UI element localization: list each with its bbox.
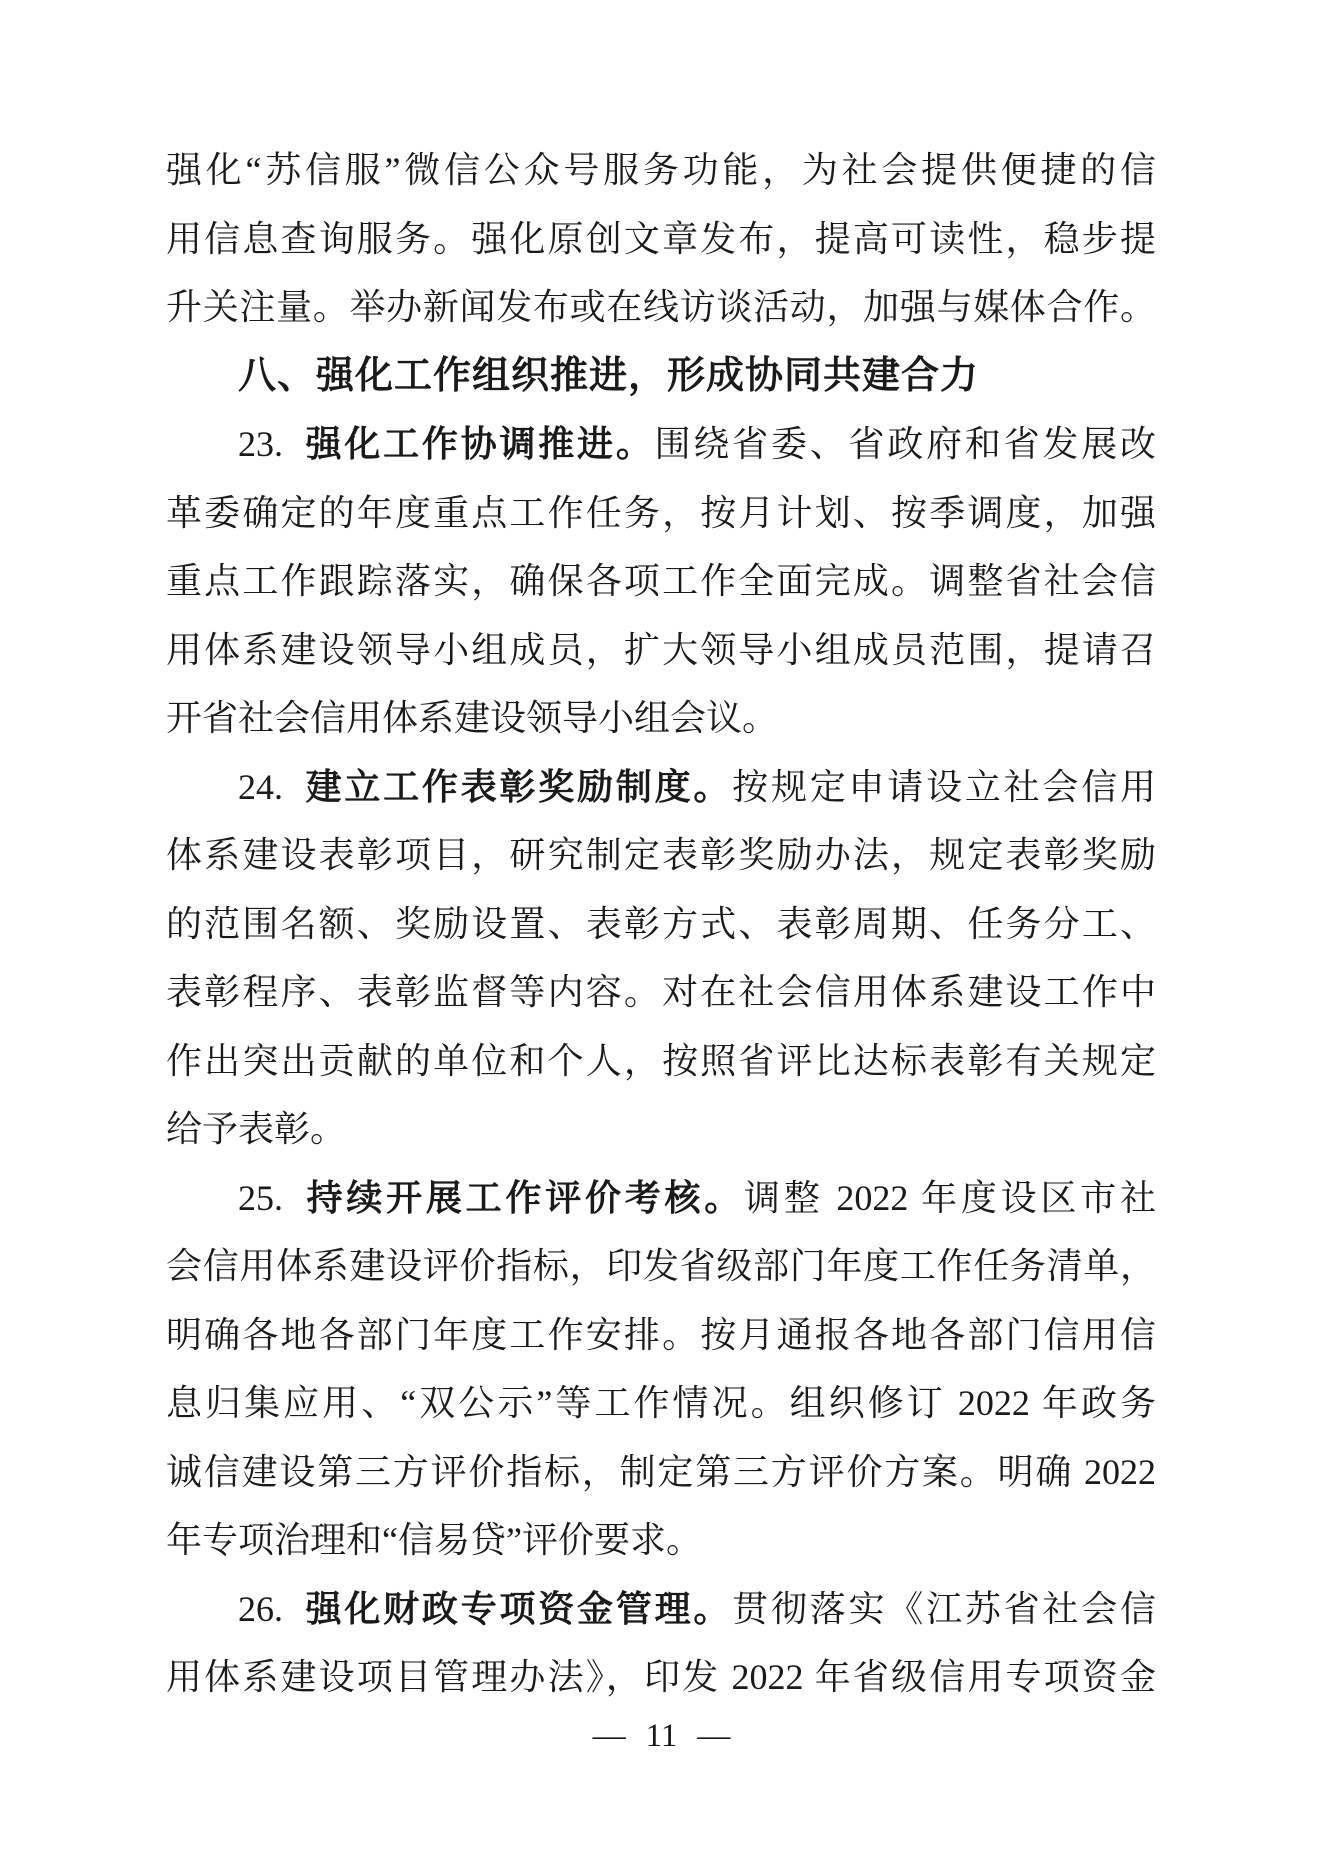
- line-text: 升关注量。举办新闻发布或在线访谈活动，加强与媒体合作。: [166, 287, 1156, 327]
- item-title: 强化工作协调推进。: [302, 424, 655, 464]
- item-number: 25.: [238, 1177, 283, 1218]
- line-text: 诚信建设第三方评价指标，制定第三方评价方案。明确 2022: [166, 1451, 1156, 1492]
- item-25-first-line: [166, 1164, 1156, 1233]
- body-line: [166, 1643, 1156, 1712]
- item-number: 23.: [238, 424, 283, 464]
- line-text: 用信息查询服务。强化原创文章发布，提高可读性，稳步提: [166, 218, 1156, 259]
- body-line: [166, 547, 1156, 616]
- body-line: [166, 273, 1156, 342]
- item-26-first-line: [166, 1575, 1156, 1644]
- body-line: [166, 821, 1156, 890]
- body-line: [166, 890, 1156, 959]
- line-text: 贯彻落实《江苏省社会信: [732, 1588, 1156, 1629]
- body-line: [166, 479, 1156, 548]
- body-line: [166, 616, 1156, 685]
- page-footer: [0, 1712, 1323, 1760]
- item-title: 建立工作表彰奖励制度。: [302, 766, 733, 807]
- line-text: 作出突出贡献的单位和个人，按照省评比达标表彰有关规定: [166, 1040, 1156, 1081]
- line-text: 年专项治理和“信易贷”评价要求。: [166, 1520, 702, 1560]
- line-text: 按规定申请设立社会信用: [732, 766, 1156, 807]
- footer-page-number: 11: [645, 1718, 678, 1754]
- item-23-first-line: [166, 410, 1156, 479]
- line-text: 会信用体系建设评价指标，印发省级部门年度工作任务清单，: [166, 1246, 1156, 1286]
- footer-dash-right: —: [697, 1718, 731, 1754]
- body-line: [166, 136, 1156, 205]
- item-number: 26.: [238, 1588, 283, 1629]
- body-line: [166, 1232, 1156, 1301]
- line-text: 表彰程序、表彰监督等内容。对在社会信用体系建设工作中: [166, 972, 1156, 1012]
- section-heading-text: 八、强化工作组织推进，形成协同共建合力: [238, 354, 980, 397]
- body-line: [166, 1027, 1156, 1096]
- line-text: 强化“苏信服”微信公众号服务功能，为社会提供便捷的信: [166, 150, 1156, 190]
- section-heading: [166, 342, 1156, 411]
- line-text: 明确各地各部门年度工作安排。按月通报各地各部门信用信: [166, 1314, 1156, 1355]
- document-body: [166, 136, 1156, 1712]
- line-text: 开省社会信用体系建设领导小组会议。: [166, 698, 779, 738]
- line-text: 的范围名额、奖励设置、表彰方式、表彰周期、任务分工、: [166, 903, 1156, 944]
- line-text: 用体系建设项目管理办法》，印发 2022 年省级信用专项资金: [166, 1657, 1156, 1697]
- line-text: 调整 2022 年度设区市社: [744, 1177, 1156, 1218]
- item-title: 强化财政专项资金管理。: [302, 1588, 733, 1629]
- line-text: 用体系建设领导小组成员，扩大领导小组成员范围，提请召: [166, 629, 1156, 670]
- line-text: 重点工作跟踪落实，确保各项工作全面完成。调整省社会信: [166, 561, 1156, 601]
- body-line: [166, 1506, 1156, 1575]
- item-title: 持续开展工作评价考核。: [302, 1177, 745, 1218]
- footer-dash-left: —: [592, 1718, 626, 1754]
- line-text: 围绕省委、省政府和省发展改: [654, 424, 1156, 464]
- body-line: [166, 1301, 1156, 1370]
- line-text: 息归集应用、“双公示”等工作情况。组织修订 2022 年政务: [166, 1383, 1156, 1423]
- body-line: [166, 958, 1156, 1027]
- line-text: 体系建设表彰项目，研究制定表彰奖励办法，规定表彰奖励: [166, 835, 1156, 875]
- body-line: [166, 1095, 1156, 1164]
- body-line: [166, 684, 1156, 753]
- body-line: [166, 1438, 1156, 1507]
- line-text: 革委确定的年度重点工作任务，按月计划、按季调度，加强: [166, 492, 1156, 533]
- item-24-first-line: [166, 753, 1156, 822]
- body-line: [166, 205, 1156, 274]
- body-line: [166, 1369, 1156, 1438]
- item-number: 24.: [238, 766, 283, 807]
- line-text: 给予表彰。: [166, 1109, 347, 1149]
